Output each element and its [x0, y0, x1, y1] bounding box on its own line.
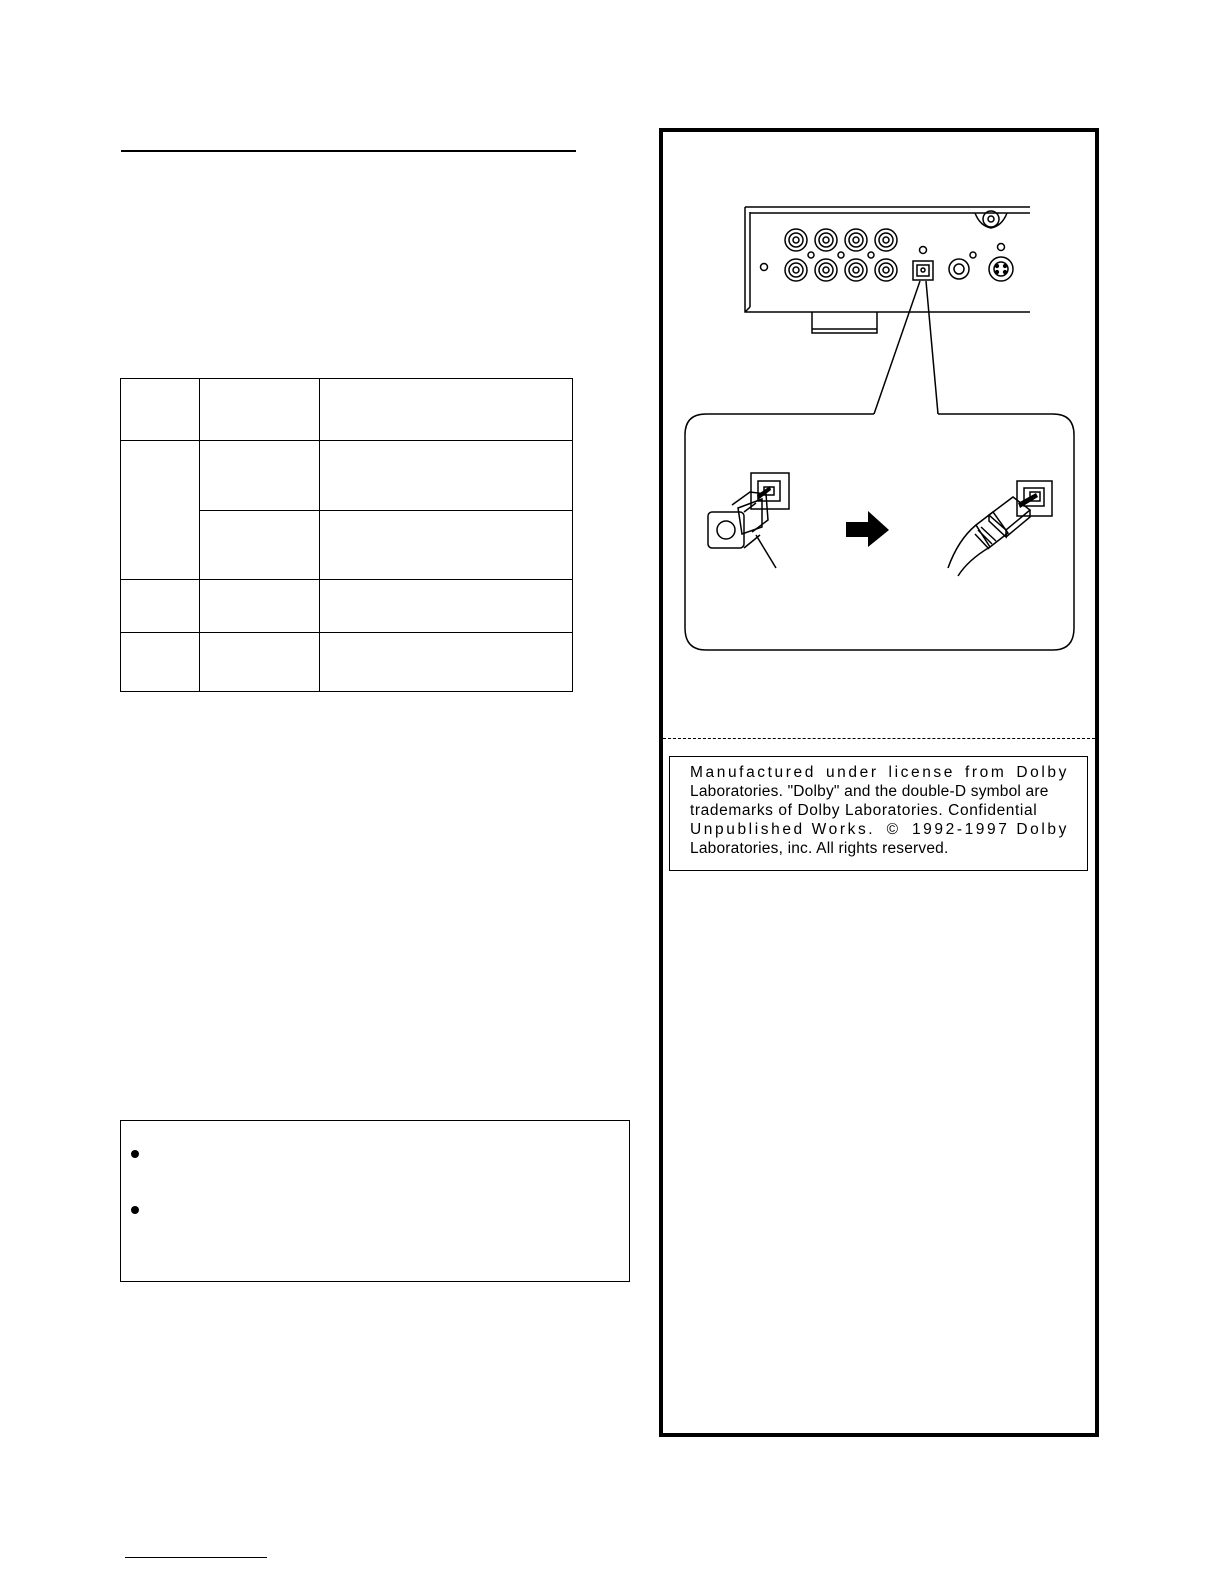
license-line: trademarks of Dolby Laboratories. Confidential — [690, 802, 1038, 819]
license-line: Laboratories, inc. All rights reserved. — [690, 840, 949, 857]
license-line-text: 1992-1997 Dolby — [911, 821, 1069, 838]
copyright-symbol: © — [886, 821, 901, 838]
license-line: Laboratories. "Dolby" and the double-D symbol are — [690, 783, 1049, 800]
license-line-text: Unpublished Works. — [690, 821, 876, 838]
license-line — [690, 820, 1069, 839]
license-word: under — [825, 764, 879, 781]
license-line — [690, 763, 1069, 782]
license-word: Dolby — [1016, 764, 1069, 781]
dolby-license-notice — [669, 756, 1088, 871]
footer-rule — [125, 1557, 267, 1558]
license-word: license — [888, 764, 955, 781]
dashed-separator — [663, 738, 1095, 739]
license-text — [690, 763, 1069, 858]
license-word: from — [964, 764, 1007, 781]
license-word: Manufactured — [690, 764, 816, 781]
